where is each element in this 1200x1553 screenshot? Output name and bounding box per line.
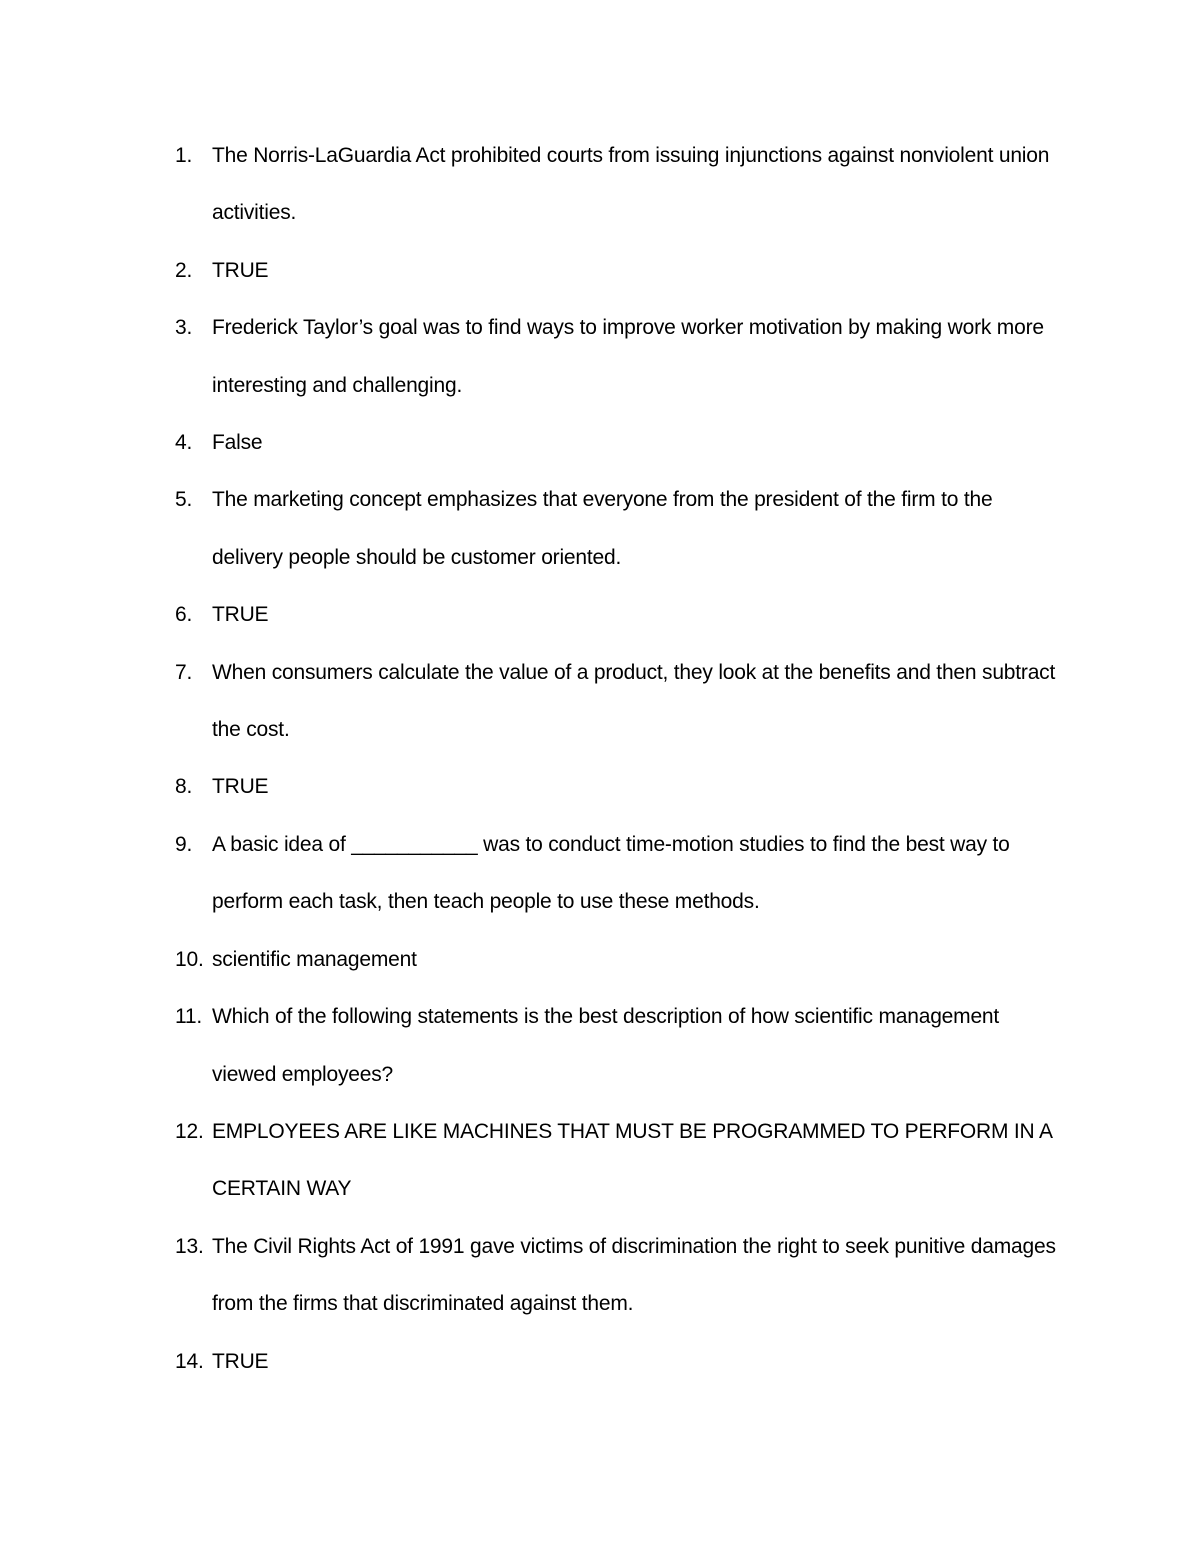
- list-item: [0, 242, 1200, 299]
- item-text: TRUE: [212, 1349, 269, 1373]
- item-text: The Norris-LaGuardia Act prohibited courts from issuing injunctions against nonviolent union activities.: [212, 144, 1050, 225]
- list-item: [0, 299, 1200, 414]
- item-number: 13.: [175, 1234, 204, 1258]
- list-item: [0, 816, 1200, 931]
- item-text: TRUE: [212, 258, 269, 282]
- item-number: 3.: [175, 316, 193, 340]
- item-text: TRUE: [212, 603, 269, 627]
- item-number: 2.: [175, 258, 193, 282]
- item-text: scientific management: [212, 947, 417, 971]
- list-item: [0, 471, 1200, 586]
- item-text: False: [212, 431, 263, 455]
- list-item: [0, 1103, 1200, 1218]
- item-number: 10.: [175, 947, 204, 971]
- item-number: 5.: [175, 488, 193, 512]
- list-item: [0, 127, 1200, 242]
- item-text: Which of the following statements is the best description of how scientific management viewed employees?: [212, 1005, 1000, 1086]
- item-number: 1.: [175, 144, 193, 167]
- list-item: [0, 931, 1200, 988]
- item-text: A basic idea of ___________ was to conduct time-motion studies to find the best way to perform each task, then teach people to use these methods.: [212, 832, 1010, 914]
- list-item: [0, 988, 1200, 1103]
- item-text: EMPLOYEES ARE LIKE MACHINES THAT MUST BE PROGRAMMED TO PERFORM IN A CERTAIN WAY: [212, 1119, 1052, 1201]
- list-item: [0, 1333, 1200, 1390]
- item-number: 6.: [175, 603, 193, 627]
- item-text: The Civil Rights Act of 1991 gave victims of discrimination the right to seek punitive damages from the firms that discriminated against them.: [212, 1234, 1056, 1316]
- item-number: 14.: [175, 1349, 204, 1373]
- numbered-list: [0, 127, 1200, 1390]
- item-number: 9.: [175, 832, 193, 856]
- list-item: [0, 644, 1200, 759]
- list-item: [0, 586, 1200, 643]
- item-number: 7.: [175, 660, 193, 684]
- list-item: [0, 758, 1200, 815]
- list-item: [0, 414, 1200, 471]
- item-number: 4.: [175, 431, 193, 455]
- item-text: The marketing concept emphasizes that everyone from the president of the firm to the delivery people should be customer oriented.: [212, 488, 993, 569]
- item-number: 11.: [175, 1005, 203, 1029]
- list-item: [0, 1218, 1200, 1333]
- item-number: 8.: [175, 775, 193, 799]
- item-text: TRUE: [212, 775, 269, 799]
- item-text: When consumers calculate the value of a product, they look at the benefits and then subtract the cost.: [212, 660, 1056, 742]
- item-number: 12.: [175, 1119, 204, 1143]
- item-text: Frederick Taylor’s goal was to find ways to improve worker motivation by making work more interesting and challenging.: [212, 316, 1044, 397]
